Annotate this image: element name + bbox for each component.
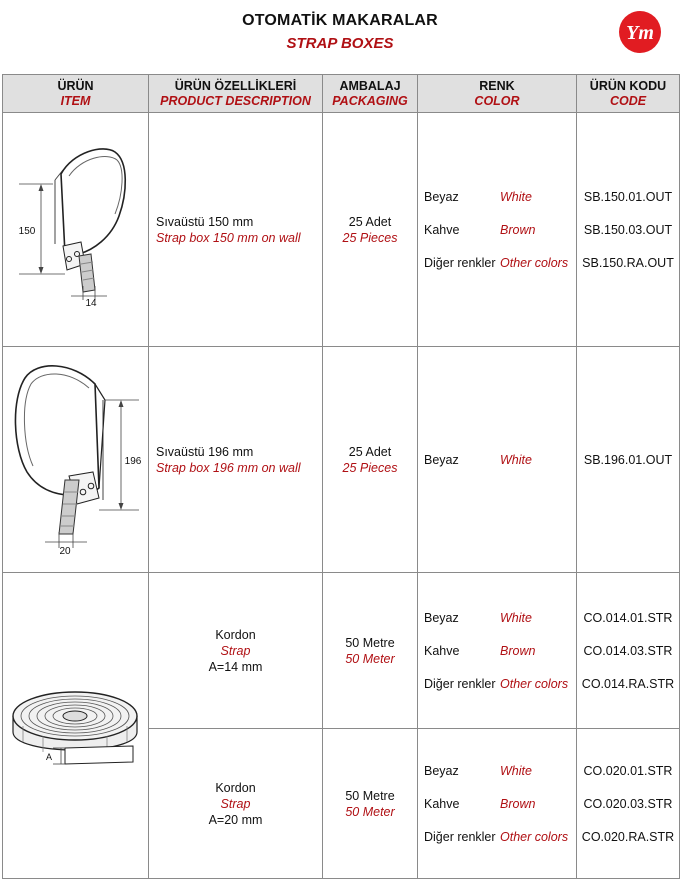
packaging-cell	[323, 729, 418, 879]
product-image-cell	[3, 347, 149, 573]
product-code: CO.020.01.STR	[583, 763, 673, 778]
desc-en: Strap	[220, 643, 251, 658]
product-code: SB.196.01.OUT	[583, 452, 673, 467]
desc-extra: A=14 mm	[208, 659, 263, 674]
dim-height-label: 150	[18, 225, 36, 237]
table-row	[3, 113, 680, 347]
description-cell	[149, 573, 323, 729]
pack-en: 25 Pieces	[342, 460, 398, 475]
desc-tr: Kordon	[215, 627, 256, 642]
pack-tr: 50 Metre	[345, 788, 395, 803]
packaging-cell	[323, 573, 418, 729]
color-row: Diğer renkler Other colors	[424, 255, 569, 270]
color-cell	[418, 573, 577, 729]
pack-en: 50 Meter	[345, 804, 395, 819]
color-row: Beyaz White	[424, 452, 532, 467]
col-header-code: ÜRÜN KODU CODE	[577, 75, 680, 113]
pack-en: 25 Pieces	[342, 230, 398, 245]
col-header-color: RENK COLOR	[418, 75, 577, 113]
color-row: Beyaz White	[424, 763, 532, 778]
product-code: CO.014.03.STR	[583, 643, 673, 658]
color-row: Kahve Brown	[424, 796, 536, 811]
product-code: CO.014.01.STR	[583, 610, 673, 625]
color-row: Beyaz White	[424, 189, 532, 204]
code-cell	[577, 573, 680, 729]
pack-tr: 50 Metre	[345, 635, 395, 650]
packaging-cell	[323, 347, 418, 573]
code-cell	[577, 729, 680, 879]
page-subtitle: STRAP BOXES	[286, 35, 394, 52]
product-image-cell	[3, 573, 149, 879]
product-code: CO.020.RA.STR	[581, 829, 675, 844]
color-row: Diğer renkler Other colors	[424, 829, 569, 844]
product-code: CO.020.03.STR	[583, 796, 673, 811]
color-row: Kahve Brown	[424, 643, 536, 658]
product-table	[2, 74, 680, 879]
pack-tr: 25 Adet	[348, 214, 392, 229]
col-header-description: ÜRÜN ÖZELLİKLERİ PRODUCT DESCRIPTION	[149, 75, 323, 113]
dim-width-label: 14	[85, 297, 97, 309]
product-code: SB.150.03.OUT	[583, 222, 673, 237]
desc-en: Strap box 150 mm on wall	[156, 230, 301, 245]
color-cell	[418, 729, 577, 879]
table-row	[3, 347, 680, 573]
color-cell	[418, 347, 577, 573]
page-title: OTOMATİK MAKARALAR	[242, 12, 438, 29]
product-code: SB.150.RA.OUT	[582, 255, 674, 270]
product-code: CO.014.RA.STR	[581, 676, 675, 691]
color-row: Diğer renkler Other colors	[424, 676, 569, 691]
packaging-cell	[323, 113, 418, 347]
pack-en: 50 Meter	[345, 651, 395, 666]
pack-tr: 25 Adet	[348, 444, 392, 459]
desc-tr: Sıvaüstü 150 mm	[156, 214, 254, 229]
table-header-row	[3, 75, 680, 113]
code-cell	[577, 347, 680, 573]
strap-box-150-drawing	[3, 114, 147, 346]
color-row: Beyaz White	[424, 610, 532, 625]
desc-en: Strap	[220, 796, 251, 811]
dim-height-label: 196	[124, 455, 142, 467]
dim-width-label: 20	[59, 545, 71, 557]
product-image-cell	[3, 113, 149, 347]
description-cell	[149, 347, 323, 573]
logo-text: Ym	[626, 22, 654, 44]
dim-a-label: A	[45, 751, 53, 762]
col-header-packaging: AMBALAJ PACKAGING	[323, 75, 418, 113]
strap-coil-drawing	[3, 576, 147, 876]
description-cell	[149, 113, 323, 347]
color-row: Kahve Brown	[424, 222, 536, 237]
description-cell	[149, 729, 323, 879]
desc-en: Strap box 196 mm on wall	[156, 460, 301, 475]
code-cell	[577, 113, 680, 347]
product-code: SB.150.01.OUT	[583, 189, 673, 204]
desc-tr: Sıvaüstü 196 mm	[156, 444, 254, 459]
strap-box-196-drawing	[3, 348, 147, 572]
color-cell	[418, 113, 577, 347]
desc-extra: A=20 mm	[208, 812, 263, 827]
col-header-item: ÜRÜN ITEM	[3, 75, 149, 113]
brand-logo	[618, 10, 662, 54]
desc-tr: Kordon	[215, 780, 256, 795]
table-row	[3, 573, 680, 729]
